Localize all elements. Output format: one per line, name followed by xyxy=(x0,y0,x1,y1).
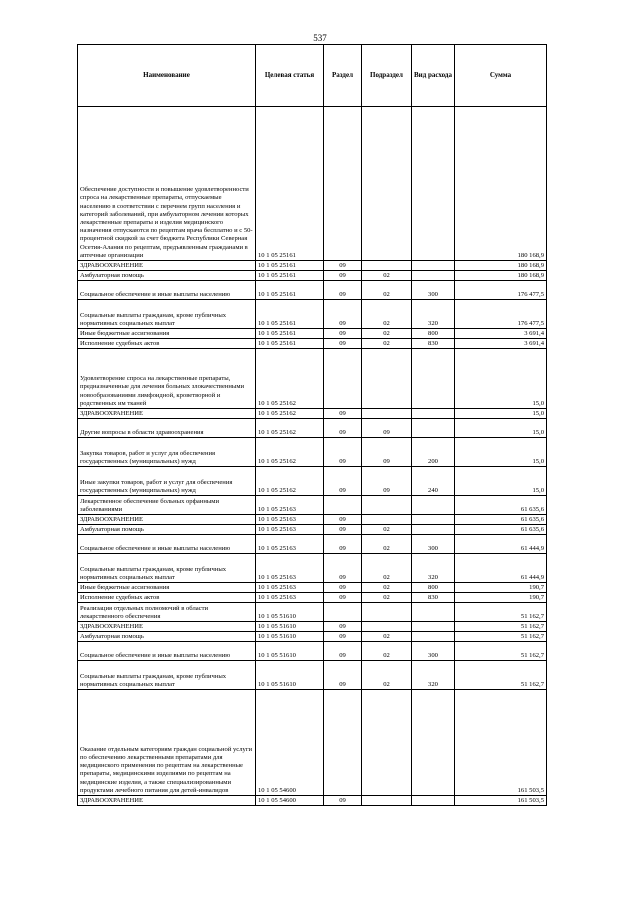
header-subsection: Подраздел xyxy=(362,45,412,107)
cell-sum: 51 162,7 xyxy=(455,622,547,632)
table-row xyxy=(78,329,547,339)
header-name: Наименование xyxy=(78,45,256,107)
cell-name: ЗДРАВООХРАНЕНИЕ xyxy=(78,515,256,525)
cell-expense-type xyxy=(412,603,455,622)
cell-subsection: 02 xyxy=(362,300,412,329)
cell-target: 10 1 05 51610 xyxy=(256,642,324,661)
cell-subsection: 02 xyxy=(362,554,412,583)
budget-table xyxy=(77,44,547,806)
cell-name: ЗДРАВООХРАНЕНИЕ xyxy=(78,622,256,632)
cell-sum: 15,0 xyxy=(455,349,547,409)
cell-target: 10 1 05 25162 xyxy=(256,467,324,496)
cell-expense-type: 800 xyxy=(412,329,455,339)
cell-section: 09 xyxy=(324,525,362,535)
cell-name: ЗДРАВООХРАНЕНИЕ xyxy=(78,261,256,271)
cell-subsection xyxy=(362,603,412,622)
cell-subsection xyxy=(362,261,412,271)
header-sum: Сумма xyxy=(455,45,547,107)
header-section: Раздел xyxy=(324,45,362,107)
cell-expense-type xyxy=(412,690,455,796)
cell-name: Иные бюджетные ассигнования xyxy=(78,329,256,339)
cell-name: Амбулаторная помощь xyxy=(78,271,256,281)
cell-target: 10 1 05 25162 xyxy=(256,409,324,419)
cell-expense-type xyxy=(412,632,455,642)
header-expense-type: Вид расхода xyxy=(412,45,455,107)
cell-subsection: 02 xyxy=(362,583,412,593)
cell-expense-type: 200 xyxy=(412,438,455,467)
cell-target: 10 1 05 25162 xyxy=(256,349,324,409)
cell-expense-type xyxy=(412,496,455,515)
cell-subsection xyxy=(362,622,412,632)
cell-expense-type xyxy=(412,419,455,438)
table-row xyxy=(78,261,547,271)
cell-expense-type: 320 xyxy=(412,661,455,690)
cell-section: 09 xyxy=(324,409,362,419)
cell-sum: 161 503,5 xyxy=(455,690,547,796)
cell-expense-type: 240 xyxy=(412,467,455,496)
table-row xyxy=(78,525,547,535)
cell-section xyxy=(324,349,362,409)
cell-expense-type xyxy=(412,107,455,261)
cell-subsection: 02 xyxy=(362,339,412,349)
cell-expense-type: 320 xyxy=(412,300,455,329)
cell-name: Социальное обеспечение и иные выплаты населению xyxy=(78,642,256,661)
cell-expense-type xyxy=(412,271,455,281)
cell-expense-type xyxy=(412,525,455,535)
table-row xyxy=(78,107,547,261)
cell-sum: 190,7 xyxy=(455,593,547,603)
cell-name: Закупка товаров, работ и услуг для обеспечения государственных (муниципальных) нужд xyxy=(78,438,256,467)
cell-expense-type: 830 xyxy=(412,339,455,349)
cell-subsection xyxy=(362,796,412,806)
cell-target: 10 1 05 25161 xyxy=(256,107,324,261)
cell-sum: 176 477,5 xyxy=(455,281,547,300)
header-target: Целевая статья xyxy=(256,45,324,107)
cell-subsection xyxy=(362,515,412,525)
cell-section: 09 xyxy=(324,535,362,554)
cell-target: 10 1 05 25163 xyxy=(256,515,324,525)
cell-sum: 161 503,5 xyxy=(455,796,547,806)
cell-name: Исполнение судебных актов xyxy=(78,339,256,349)
cell-target: 10 1 05 51610 xyxy=(256,632,324,642)
cell-section xyxy=(324,107,362,261)
cell-name: Лекарственное обеспечение больных орфанными заболеваниями xyxy=(78,496,256,515)
table-row xyxy=(78,583,547,593)
cell-subsection xyxy=(362,690,412,796)
cell-name: Социальные выплаты гражданам, кроме публичных нормативных социальных выплат xyxy=(78,661,256,690)
cell-name: Оказание отдельным категориям граждан социальной услуги по обеспечению лекарственными препаратами для медицинского применения по рецептам на лекарственные препараты, медицинскими изделиями по рецептам на медицинские изделия, а также специализированными продуктами лечебного питания для детей-инвалидов xyxy=(78,690,256,796)
cell-name: Удовлетворение спроса на лекарственные препараты, предназначенные для лечения больных злокачественными новообразованиями лимфоидной, кроветворной и родственных им тканей xyxy=(78,349,256,409)
cell-section: 09 xyxy=(324,339,362,349)
cell-sum: 51 162,7 xyxy=(455,661,547,690)
cell-target: 10 1 05 25161 xyxy=(256,300,324,329)
table-row xyxy=(78,622,547,632)
cell-subsection: 02 xyxy=(362,535,412,554)
cell-subsection xyxy=(362,409,412,419)
cell-section: 09 xyxy=(324,622,362,632)
cell-sum: 180 168,9 xyxy=(455,261,547,271)
cell-name: Иные закупки товаров, работ и услуг для обеспечения государственных (муниципальных) нужд xyxy=(78,467,256,496)
table-row xyxy=(78,349,547,409)
cell-section: 09 xyxy=(324,515,362,525)
cell-name: Амбулаторная помощь xyxy=(78,632,256,642)
cell-section: 09 xyxy=(324,261,362,271)
cell-section: 09 xyxy=(324,661,362,690)
cell-section: 09 xyxy=(324,642,362,661)
cell-section: 09 xyxy=(324,329,362,339)
cell-name: ЗДРАВООХРАНЕНИЕ xyxy=(78,796,256,806)
cell-target: 10 1 05 25162 xyxy=(256,419,324,438)
cell-target: 10 1 05 25161 xyxy=(256,339,324,349)
cell-sum: 3 691,4 xyxy=(455,329,547,339)
table-row xyxy=(78,339,547,349)
cell-expense-type: 300 xyxy=(412,535,455,554)
cell-target: 10 1 05 25161 xyxy=(256,271,324,281)
cell-sum: 61 444,9 xyxy=(455,535,547,554)
cell-subsection: 02 xyxy=(362,281,412,300)
cell-section: 09 xyxy=(324,583,362,593)
cell-target: 10 1 05 25163 xyxy=(256,554,324,583)
cell-section: 09 xyxy=(324,271,362,281)
cell-sum: 15,0 xyxy=(455,409,547,419)
cell-target: 10 1 05 25163 xyxy=(256,535,324,554)
cell-subsection: 09 xyxy=(362,419,412,438)
table-row xyxy=(78,496,547,515)
page-number: 537 xyxy=(313,33,327,43)
cell-expense-type: 830 xyxy=(412,593,455,603)
cell-target: 10 1 05 25163 xyxy=(256,525,324,535)
cell-expense-type xyxy=(412,349,455,409)
table-row xyxy=(78,796,547,806)
cell-sum: 51 162,7 xyxy=(455,642,547,661)
cell-section: 09 xyxy=(324,632,362,642)
table-row xyxy=(78,271,547,281)
cell-section xyxy=(324,496,362,515)
cell-target: 10 1 05 25163 xyxy=(256,583,324,593)
cell-subsection: 02 xyxy=(362,271,412,281)
cell-expense-type xyxy=(412,515,455,525)
table-row xyxy=(78,642,547,661)
table-row xyxy=(78,467,547,496)
table-row xyxy=(78,515,547,525)
cell-target: 10 1 05 25161 xyxy=(256,281,324,300)
cell-name: ЗДРАВООХРАНЕНИЕ xyxy=(78,409,256,419)
cell-sum: 61 635,6 xyxy=(455,525,547,535)
cell-sum: 15,0 xyxy=(455,467,547,496)
cell-name: Иные бюджетные ассигнования xyxy=(78,583,256,593)
cell-target: 10 1 05 25161 xyxy=(256,261,324,271)
cell-target: 10 1 05 25163 xyxy=(256,593,324,603)
cell-subsection: 02 xyxy=(362,593,412,603)
cell-target: 10 1 05 25162 xyxy=(256,438,324,467)
cell-expense-type: 320 xyxy=(412,554,455,583)
cell-sum: 176 477,5 xyxy=(455,300,547,329)
cell-subsection: 02 xyxy=(362,329,412,339)
cell-name: Реализация отдельных полномочий в области лекарственного обеспечения xyxy=(78,603,256,622)
cell-subsection: 02 xyxy=(362,661,412,690)
cell-target: 10 1 05 51610 xyxy=(256,661,324,690)
cell-name: Другие вопросы в области здравоохранения xyxy=(78,419,256,438)
table-body xyxy=(78,107,547,806)
cell-name: Социальные выплаты гражданам, кроме публичных нормативных социальных выплат xyxy=(78,554,256,583)
cell-expense-type xyxy=(412,796,455,806)
cell-target: 10 1 05 54600 xyxy=(256,690,324,796)
cell-name: Амбулаторная помощь xyxy=(78,525,256,535)
table-header-row xyxy=(78,45,547,107)
cell-expense-type: 300 xyxy=(412,281,455,300)
table-row xyxy=(78,438,547,467)
cell-section xyxy=(324,603,362,622)
cell-expense-type xyxy=(412,622,455,632)
cell-subsection: 02 xyxy=(362,642,412,661)
cell-sum: 51 162,7 xyxy=(455,632,547,642)
cell-section xyxy=(324,690,362,796)
cell-subsection: 02 xyxy=(362,632,412,642)
table-row xyxy=(78,593,547,603)
table-row xyxy=(78,554,547,583)
table-row xyxy=(78,409,547,419)
table-row xyxy=(78,300,547,329)
cell-name: Социальное обеспечение и иные выплаты населению xyxy=(78,535,256,554)
cell-target: 10 1 05 51610 xyxy=(256,603,324,622)
cell-name: Исполнение судебных актов xyxy=(78,593,256,603)
cell-section: 09 xyxy=(324,281,362,300)
table-row xyxy=(78,603,547,622)
cell-sum: 51 162,7 xyxy=(455,603,547,622)
cell-expense-type: 800 xyxy=(412,583,455,593)
cell-sum: 61 635,6 xyxy=(455,515,547,525)
cell-subsection xyxy=(362,349,412,409)
cell-sum: 180 168,9 xyxy=(455,107,547,261)
cell-sum: 61 444,9 xyxy=(455,554,547,583)
cell-subsection xyxy=(362,107,412,261)
cell-section: 09 xyxy=(324,300,362,329)
cell-section: 09 xyxy=(324,554,362,583)
cell-sum: 15,0 xyxy=(455,419,547,438)
cell-name: Социальные выплаты гражданам, кроме публичных нормативных социальных выплат xyxy=(78,300,256,329)
table-row xyxy=(78,419,547,438)
cell-subsection: 02 xyxy=(362,525,412,535)
cell-section: 09 xyxy=(324,593,362,603)
cell-sum: 190,7 xyxy=(455,583,547,593)
cell-section: 09 xyxy=(324,796,362,806)
table-row xyxy=(78,632,547,642)
cell-sum: 61 635,6 xyxy=(455,496,547,515)
table-row xyxy=(78,281,547,300)
cell-target: 10 1 05 25161 xyxy=(256,329,324,339)
table-row xyxy=(78,690,547,796)
cell-target: 10 1 05 54600 xyxy=(256,796,324,806)
cell-sum: 3 691,4 xyxy=(455,339,547,349)
cell-subsection: 09 xyxy=(362,467,412,496)
cell-expense-type: 300 xyxy=(412,642,455,661)
cell-target: 10 1 05 51610 xyxy=(256,622,324,632)
cell-section: 09 xyxy=(324,419,362,438)
cell-target: 10 1 05 25163 xyxy=(256,496,324,515)
cell-sum: 180 168,9 xyxy=(455,271,547,281)
cell-name: Социальное обеспечение и иные выплаты населению xyxy=(78,281,256,300)
cell-subsection: 09 xyxy=(362,438,412,467)
cell-name: Обеспечение доступности и повышение удовлетворенности спроса на лекарственные препараты, отпускаемые населению в соответствии с перечнем групп населения и категорий заболеваний, при амбулаторном лечении которых лекарственные препараты и изделия медицинского назначения отпускаются по рецептам врача бесплатно и с 50-процентной скидкой за счет бюджета Республики Северная Осетия-Алания по рецептам, предъявленным гражданами в аптечные организации xyxy=(78,107,256,261)
cell-sum: 15,0 xyxy=(455,438,547,467)
table-row xyxy=(78,535,547,554)
cell-expense-type xyxy=(412,409,455,419)
table-row xyxy=(78,661,547,690)
cell-subsection xyxy=(362,496,412,515)
cell-section: 09 xyxy=(324,438,362,467)
cell-expense-type xyxy=(412,261,455,271)
cell-section: 09 xyxy=(324,467,362,496)
